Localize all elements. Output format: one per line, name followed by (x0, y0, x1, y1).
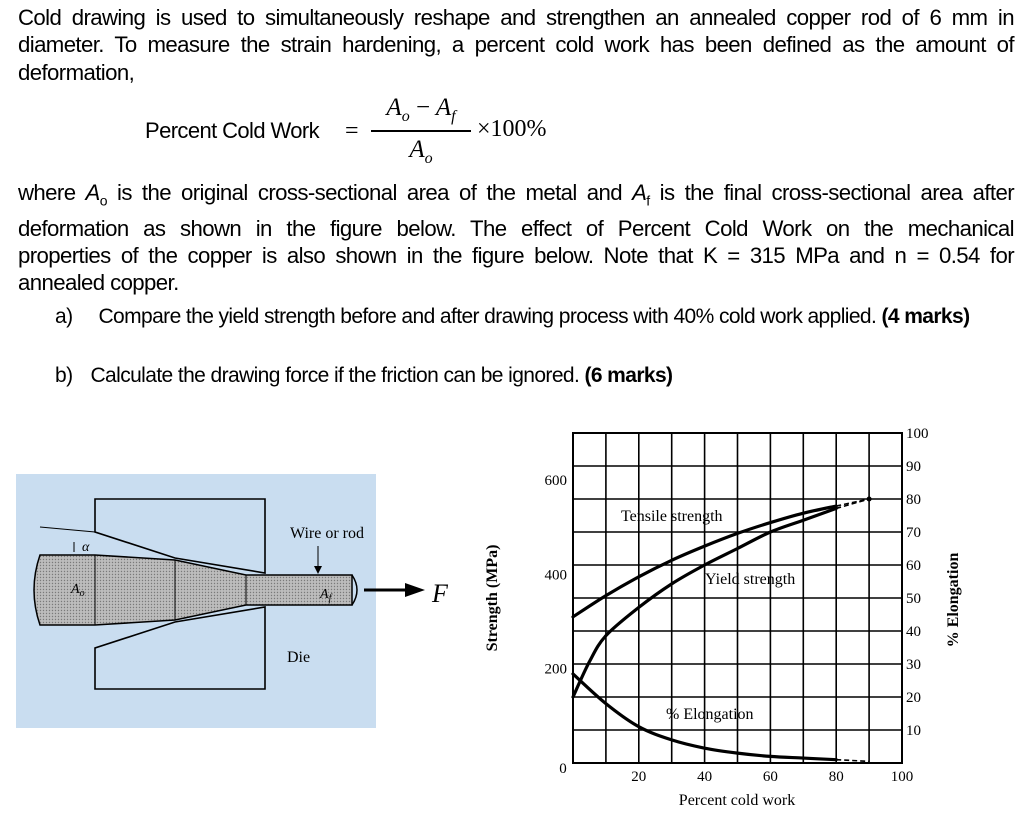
where-a0: A (85, 180, 100, 205)
y-right-tick-label: 30 (906, 657, 921, 673)
intro-line-2: diameter. To measure the strain hardening, a percent cold work has been defined as the amount of (18, 32, 1014, 58)
chart-ticks (545, 426, 929, 785)
tensile-strength-label: Tensile strength (621, 508, 723, 525)
series-end-marker (867, 497, 872, 502)
y-right-tick-label: 50 (906, 591, 921, 607)
x-tick-label: 80 (828, 769, 844, 785)
numerator-a-sub: o (401, 108, 410, 125)
x-axis-label: Percent cold work (678, 792, 796, 809)
formula-equals: = (345, 118, 359, 144)
where-af: A (632, 180, 647, 205)
y-left-tick-label: 600 (544, 473, 567, 490)
numerator-b: A (435, 94, 452, 121)
where-line-3: properties of the copper is also shown in the figure below. Note that K = 315 MPa and n = 0.54 for (18, 243, 1014, 269)
question-a-marks: (4 marks) (881, 305, 970, 328)
where-text-3: is the final cross-sectional area after (649, 180, 1015, 205)
intro-line-3: deformation, (18, 59, 135, 85)
question-b-marker: b) (55, 364, 73, 387)
y-left-tick-label: 200 (544, 661, 567, 678)
x-tick-label: 40 (697, 769, 713, 785)
x-tick-label: 100 (890, 769, 914, 785)
y-axis-left-label: Strength (MPa) (484, 544, 501, 652)
where-a0-sub: o (99, 192, 107, 209)
y-axis-right-label: % Elongation (945, 552, 962, 648)
numerator-b-sub: f (451, 108, 456, 125)
y-right-tick-label: 10 (906, 723, 921, 739)
x-tick-label: 0 (559, 761, 567, 777)
where-af-sub: f (646, 192, 650, 209)
question-b-text: Calculate the drawing force if the friction can be ignored. (90, 364, 580, 387)
denominator-a-sub: o (424, 150, 433, 167)
denominator-a: A (409, 136, 425, 163)
y-left-tick-label: 400 (544, 567, 567, 584)
y-right-tick-label: 40 (906, 624, 921, 640)
die-label: Die (287, 649, 311, 666)
series-extension-elongation (836, 760, 869, 762)
where-line-2: deformation as shown in the figure below. The effect of Percent Cold Work on the mechanical (18, 215, 1014, 241)
af-label-sub: f (328, 593, 332, 604)
series-extension-tensile-strength (836, 499, 869, 506)
y-right-tick-label: 100 (906, 426, 929, 442)
where-text-1: where (18, 180, 86, 205)
numerator-a: A (386, 94, 402, 121)
y-right-tick-label: 80 (906, 492, 921, 508)
intro-line-1: Cold drawing is used to simultaneously reshape and strengthen an annealed copper rod of 6 mm in (18, 5, 1014, 30)
ao-label-main: A (71, 582, 80, 597)
question-b-marks: (6 marks) (584, 364, 673, 387)
question-a-text: Compare the yield strength before and after drawing process with 40% cold work applied. (98, 305, 877, 328)
y-right-tick-label: 90 (906, 459, 921, 475)
y-right-tick-label: 70 (906, 525, 921, 541)
where-text-2: is the original cross-sectional area of the metal and (106, 180, 633, 205)
where-line-4: annealed copper. (18, 270, 179, 296)
wire-or-rod-label: Wire or rod (290, 525, 364, 542)
y-right-tick-label: 60 (906, 558, 921, 574)
force-label: F (432, 579, 448, 608)
af-label-main: A (320, 587, 329, 602)
formula-label: Percent Cold Work (145, 118, 320, 143)
yield-strength-label: Yield strength (705, 571, 796, 588)
y-right-tick-label: 20 (906, 690, 921, 706)
question-a-marker: a) (55, 305, 73, 328)
elongation-label: % Elongation (666, 706, 754, 723)
alpha-label: α (82, 540, 90, 555)
ao-label-sub: o (79, 588, 85, 599)
x-tick-label: 20 (631, 769, 647, 785)
numerator-minus: − (415, 94, 431, 121)
x-tick-label: 60 (762, 769, 778, 785)
formula-times-100: ×100% (477, 116, 547, 142)
